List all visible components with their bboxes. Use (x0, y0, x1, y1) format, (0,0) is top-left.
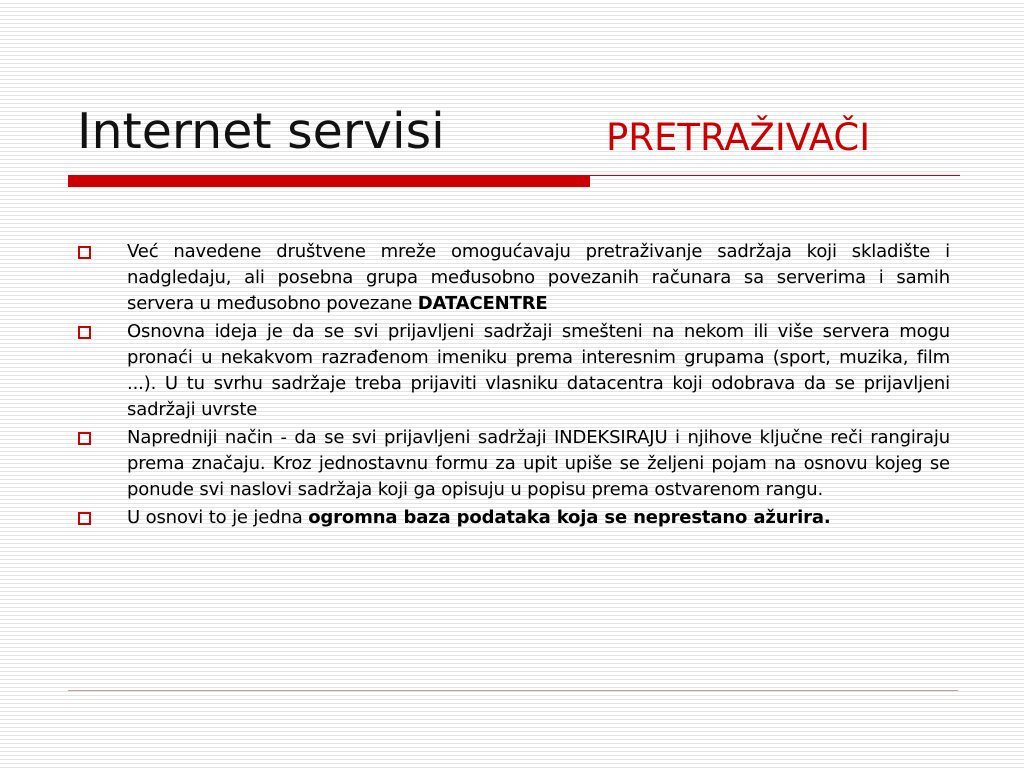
hollow-square-icon (78, 432, 91, 445)
slide-title: Internet servisi (77, 103, 445, 160)
bullet-text: U osnovi to je jedna ogromna baza podataka koja se neprestano ažurira. (127, 507, 831, 528)
bullet-text: Već navedene društvene mreže omogućavaju pretraživanje sadržaja koji skladište i nadgledaju, ali posebna grupa međusobno povezanih računara sa serverima i samih servera u međusobno povezane DATACENTRE (127, 241, 950, 314)
footer-divider (68, 690, 958, 691)
bullet-bold-text: ogromna baza podataka koja se neprestano ažurira. (308, 507, 831, 528)
title-underline-thick (68, 175, 590, 187)
title-underline-thin (590, 175, 960, 176)
bullet-item-4 (74, 505, 950, 531)
slide-subtitle: PRETRAŽIVAČI (606, 116, 871, 159)
bullet-text: Napredniji način - da se svi prijavljeni sadržaji INDEKSIRAJU i njihove ključne reči rangiraju prema značaju. Kroz jednostavnu formu za upit upiše se željeni pojam na osnovu kojeg se ponude svi naslovi sadržaja koji ga opisuju u popisu prema ostvarenom rangu. (127, 427, 950, 500)
bullet-item-1 (74, 239, 950, 317)
bullet-list (74, 239, 950, 533)
hollow-square-icon (78, 326, 91, 339)
bullet-bold-text: DATACENTRE (417, 293, 548, 314)
bullet-text: Osnovna ideja je da se svi prijavljeni sadržaji smešteni na nekom ili više servera mogu pronaći u nekakvom razrađenom imeniku prema interesnim grupama (sport, muzika, film ...). U tu svrhu sadržaje treba prijaviti vlasniku datacentra koji odobrava da se prijavljeni sadržaji uvrste (127, 321, 950, 420)
bullet-item-3 (74, 425, 950, 503)
bullet-item-2 (74, 319, 950, 423)
hollow-square-icon (78, 512, 91, 525)
hollow-square-icon (78, 246, 91, 259)
